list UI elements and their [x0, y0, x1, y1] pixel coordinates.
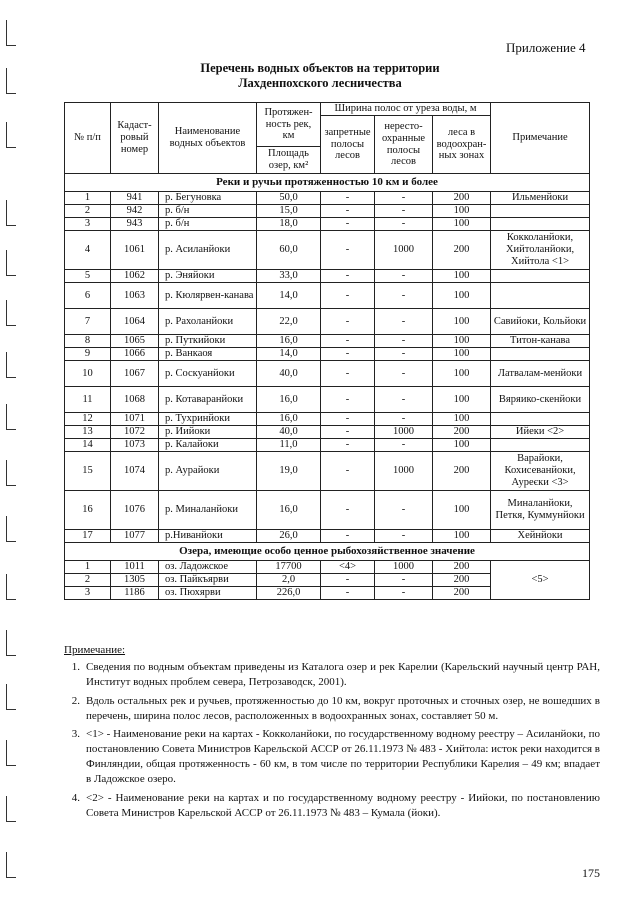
length-value: 33,0 — [257, 270, 321, 283]
row-number: 16 — [65, 491, 111, 530]
spawning-width: - — [375, 348, 433, 361]
table-row — [65, 452, 590, 491]
forbidden-width: - — [321, 574, 375, 587]
row-number: 4 — [65, 231, 111, 270]
cadastral-number: 942 — [111, 205, 159, 218]
row-note: Ильменйоки — [491, 192, 590, 205]
water-body-name: р. Эняйоки — [159, 270, 257, 283]
cadastral-number: 1186 — [111, 587, 159, 600]
margin-mark — [6, 200, 16, 226]
row-note — [491, 205, 590, 218]
table-row — [65, 348, 590, 361]
section-rivers-title: Реки и ручьи протяженностью 10 км и более — [65, 174, 590, 192]
spawning-width: - — [375, 361, 433, 387]
margin-mark — [6, 20, 16, 46]
cadastral-number: 1077 — [111, 530, 159, 543]
header-num: № п/п — [65, 103, 111, 174]
table-row — [65, 491, 590, 530]
water-body-name: р. Тухринйоки — [159, 413, 257, 426]
table-row — [65, 270, 590, 283]
cadastral-number: 943 — [111, 218, 159, 231]
water-body-name: оз. Пюхярви — [159, 587, 257, 600]
header-cadastral: Кадаст-ровый номер — [111, 103, 159, 174]
document-title: Перечень водных объектов на территории — [200, 61, 440, 75]
page-number: 175 — [582, 866, 600, 880]
row-note: Варайоки, Кохисеванйоки, Ауреєки <3> — [491, 452, 590, 491]
row-note — [491, 218, 590, 231]
table-row — [65, 283, 590, 309]
cadastral-number: 1067 — [111, 361, 159, 387]
note-item — [64, 660, 600, 690]
cadastral-number: 1062 — [111, 270, 159, 283]
header-area: Площадь озер, км² — [257, 147, 321, 174]
note-item — [64, 694, 600, 724]
header-width-group: Ширина полос от уреза воды, м — [321, 103, 491, 116]
row-number: 1 — [65, 561, 111, 574]
table-row — [65, 335, 590, 348]
forbidden-width: - — [321, 283, 375, 309]
note-number: 1. — [71, 661, 80, 674]
row-note — [491, 413, 590, 426]
table-row — [65, 530, 590, 543]
water-body-name: р.Ниванйоки — [159, 530, 257, 543]
row-note: Миналанйоки, Петкя, Куммунйоки — [491, 491, 590, 530]
row-number: 11 — [65, 387, 111, 413]
row-number: 15 — [65, 452, 111, 491]
header-water-protection: леса в водоохран-ных зонах — [433, 116, 491, 174]
row-note: Хейнйоки — [491, 530, 590, 543]
water-body-name: оз. Ладожское — [159, 561, 257, 574]
length-value: 40,0 — [257, 426, 321, 439]
cadastral-number: 1073 — [111, 439, 159, 452]
water-body-name: р. Бегуновка — [159, 192, 257, 205]
table-row — [65, 205, 590, 218]
spawning-width: 1000 — [375, 426, 433, 439]
water-protection-width: 100 — [433, 387, 491, 413]
water-body-name: р. Соскуанйоки — [159, 361, 257, 387]
row-number: 6 — [65, 283, 111, 309]
water-protection-width: 100 — [433, 491, 491, 530]
length-value: 11,0 — [257, 439, 321, 452]
forbidden-width: - — [321, 231, 375, 270]
water-protection-width: 200 — [433, 452, 491, 491]
row-number: 2 — [65, 205, 111, 218]
length-value: 14,0 — [257, 348, 321, 361]
spawning-width: - — [375, 335, 433, 348]
length-value: 16,0 — [257, 387, 321, 413]
table-row — [65, 387, 590, 413]
length-value: 22,0 — [257, 309, 321, 335]
water-body-name: р. Иийоки — [159, 426, 257, 439]
spawning-width: - — [375, 218, 433, 231]
notes-block — [64, 643, 600, 824]
row-note — [491, 348, 590, 361]
length-value: 16,0 — [257, 413, 321, 426]
forbidden-width: - — [321, 587, 375, 600]
forbidden-width: <4> — [321, 561, 375, 574]
section-lakes-title: Озера, имеющие особо ценное рыбохозяйственное значение — [65, 543, 590, 561]
water-body-name: р. Котаваранйоки — [159, 387, 257, 413]
row-number: 10 — [65, 361, 111, 387]
spawning-width: - — [375, 309, 433, 335]
water-body-name: р. Аурайоки — [159, 452, 257, 491]
spawning-width: - — [375, 270, 433, 283]
forbidden-width: - — [321, 452, 375, 491]
cadastral-number: 1066 — [111, 348, 159, 361]
cadastral-number: 1065 — [111, 335, 159, 348]
margin-mark — [6, 122, 16, 148]
water-protection-width: 200 — [433, 574, 491, 587]
table-row — [65, 426, 590, 439]
water-protection-width: 100 — [433, 361, 491, 387]
header-name: Наименование водных объектов — [159, 103, 257, 174]
length-value: 18,0 — [257, 218, 321, 231]
margin-mark — [6, 404, 16, 430]
spawning-width: - — [375, 283, 433, 309]
water-protection-width: 100 — [433, 413, 491, 426]
cadastral-number: 1305 — [111, 574, 159, 587]
water-body-name: р. б/н — [159, 205, 257, 218]
appendix-label: Приложение 4 — [506, 40, 586, 55]
margin-mark — [6, 740, 16, 766]
table-row — [65, 218, 590, 231]
length-value: 19,0 — [257, 452, 321, 491]
note-number: 4. — [71, 791, 80, 804]
row-number: 5 — [65, 270, 111, 283]
table-row — [65, 561, 590, 574]
forbidden-width: - — [321, 439, 375, 452]
row-note: Ийеки <2> — [491, 426, 590, 439]
water-body-name: р. Путкийоки — [159, 335, 257, 348]
spawning-width: - — [375, 574, 433, 587]
forbidden-width: - — [321, 348, 375, 361]
length-value: 40,0 — [257, 361, 321, 387]
spawning-width: - — [375, 587, 433, 600]
water-protection-width: 100 — [433, 270, 491, 283]
water-protection-width: 100 — [433, 530, 491, 543]
length-value: 60,0 — [257, 231, 321, 270]
row-note: Латвалам-менйоки — [491, 361, 590, 387]
cadastral-number: 1061 — [111, 231, 159, 270]
forbidden-width: - — [321, 335, 375, 348]
length-value: 16,0 — [257, 335, 321, 348]
table-row — [65, 413, 590, 426]
spawning-width: 1000 — [375, 231, 433, 270]
water-protection-width: 200 — [433, 426, 491, 439]
spawning-width: 1000 — [375, 561, 433, 574]
water-body-name: оз. Пайкъярви — [159, 574, 257, 587]
row-number: 2 — [65, 574, 111, 587]
note-text: <2> - Наименование реки на картах и по государственному водному реестру - Иийоки, по постановлению Совета Министров Карельской АССР от 26.11.1973 № 483 – Кумала (йоки). — [86, 791, 600, 819]
note-item — [64, 791, 600, 821]
margin-mark — [6, 516, 16, 542]
forbidden-width: - — [321, 192, 375, 205]
water-body-name: р. Кюлярвен-канава — [159, 283, 257, 309]
table-row — [65, 192, 590, 205]
water-protection-width: 100 — [433, 335, 491, 348]
cadastral-number: 1071 — [111, 413, 159, 426]
spawning-width: - — [375, 413, 433, 426]
table-row — [65, 361, 590, 387]
forbidden-width: - — [321, 413, 375, 426]
water-bodies-table — [64, 102, 590, 600]
row-number: 13 — [65, 426, 111, 439]
forbidden-width: - — [321, 387, 375, 413]
row-number: 8 — [65, 335, 111, 348]
water-body-name: р. б/н — [159, 218, 257, 231]
note-number: 3. — [71, 727, 80, 740]
row-note: Титон-канава — [491, 335, 590, 348]
row-note: Кокколанйоки, Хийтоланйоки, Хийтола <1> — [491, 231, 590, 270]
water-protection-width: 100 — [433, 309, 491, 335]
row-number: 7 — [65, 309, 111, 335]
row-number: 1 — [65, 192, 111, 205]
spawning-width: - — [375, 439, 433, 452]
area-value: 2,0 — [257, 574, 321, 587]
margin-mark — [6, 574, 16, 600]
notes-title: Примечание: — [64, 644, 126, 656]
note-text: Сведения по водным объектам приведены из Каталога озер и рек Карелии (Карельский научный центр РАН, Институт водных проблем севера, Петрозаводск, 2001). — [86, 661, 600, 689]
margin-mark — [6, 460, 16, 486]
cadastral-number: 1074 — [111, 452, 159, 491]
row-note — [491, 270, 590, 283]
length-value: 26,0 — [257, 530, 321, 543]
water-protection-width: 100 — [433, 205, 491, 218]
lakes-note: <5> — [491, 561, 590, 600]
header-spawning: нересто-охранные полосы лесов — [375, 116, 433, 174]
water-protection-width: 200 — [433, 192, 491, 205]
row-number: 14 — [65, 439, 111, 452]
cadastral-number: 1072 — [111, 426, 159, 439]
note-item — [64, 727, 600, 788]
water-protection-width: 100 — [433, 218, 491, 231]
note-text: <1> - Наименование реки на картах - Кокколанйоки, по государственному водному реестру – Асиланйоки, по постановлению Совета Министров Карельской АССР от 26.11.1973 № 483 - Хийтола: исток реки находится в Финляндии, общая протяженность - 60 км, в том числе по территории Республики Карелия – 49 км; впадает в Ладожское озеро. — [86, 727, 600, 786]
row-number: 3 — [65, 587, 111, 600]
table-row — [65, 439, 590, 452]
length-value: 14,0 — [257, 283, 321, 309]
water-protection-width: 200 — [433, 231, 491, 270]
row-note: Вяряико-скенйоки — [491, 387, 590, 413]
forbidden-width: - — [321, 491, 375, 530]
margin-mark — [6, 630, 16, 656]
row-number: 17 — [65, 530, 111, 543]
header-note: Примечание — [491, 103, 590, 174]
water-body-name: р. Миналанйоки — [159, 491, 257, 530]
area-value: 226,0 — [257, 587, 321, 600]
water-body-name: р. Калайоки — [159, 439, 257, 452]
cadastral-number: 1068 — [111, 387, 159, 413]
water-protection-width: 100 — [433, 348, 491, 361]
spawning-width: - — [375, 491, 433, 530]
forbidden-width: - — [321, 218, 375, 231]
water-body-name: р. Рахоланйоки — [159, 309, 257, 335]
row-note: Савийоки, Кольйоки — [491, 309, 590, 335]
row-note — [491, 283, 590, 309]
margin-mark — [6, 852, 16, 878]
cadastral-number: 1064 — [111, 309, 159, 335]
forbidden-width: - — [321, 270, 375, 283]
water-protection-width: 100 — [433, 439, 491, 452]
forbidden-width: - — [321, 426, 375, 439]
header-forbidden: запретные полосы лесов — [321, 116, 375, 174]
cadastral-number: 1063 — [111, 283, 159, 309]
water-protection-width: 200 — [433, 587, 491, 600]
forbidden-width: - — [321, 309, 375, 335]
margin-mark — [6, 352, 16, 378]
header-length: Протяжен-ность рек, км — [257, 103, 321, 147]
water-protection-width: 200 — [433, 561, 491, 574]
margin-mark — [6, 250, 16, 276]
row-number: 9 — [65, 348, 111, 361]
document-subtitle: Лахденпохского лесничества — [238, 76, 402, 90]
cadastral-number: 941 — [111, 192, 159, 205]
cadastral-number: 1011 — [111, 561, 159, 574]
spawning-width: - — [375, 192, 433, 205]
length-value: 50,0 — [257, 192, 321, 205]
area-value: 17700 — [257, 561, 321, 574]
margin-mark — [6, 300, 16, 326]
water-protection-width: 100 — [433, 283, 491, 309]
spawning-width: - — [375, 387, 433, 413]
row-number: 12 — [65, 413, 111, 426]
note-number: 2. — [71, 694, 80, 707]
length-value: 16,0 — [257, 491, 321, 530]
cadastral-number: 1076 — [111, 491, 159, 530]
water-body-name: р. Асиланйоки — [159, 231, 257, 270]
row-number: 3 — [65, 218, 111, 231]
forbidden-width: - — [321, 361, 375, 387]
spawning-width: - — [375, 530, 433, 543]
spawning-width: 1000 — [375, 452, 433, 491]
forbidden-width: - — [321, 530, 375, 543]
note-text: Вдоль остальных рек и ручьев, протяженностью до 10 км, вокруг проточных и сточных озер, не вошедших в перечень, ширина полос лесов, расположенных в водоохранных зонах, составляет 50 м. — [86, 694, 600, 722]
length-value: 15,0 — [257, 205, 321, 218]
water-body-name: р. Ванкаоя — [159, 348, 257, 361]
table-row — [65, 309, 590, 335]
table-row — [65, 231, 590, 270]
margin-mark — [6, 796, 16, 822]
spawning-width: - — [375, 205, 433, 218]
margin-mark — [6, 684, 16, 710]
row-note — [491, 439, 590, 452]
forbidden-width: - — [321, 205, 375, 218]
